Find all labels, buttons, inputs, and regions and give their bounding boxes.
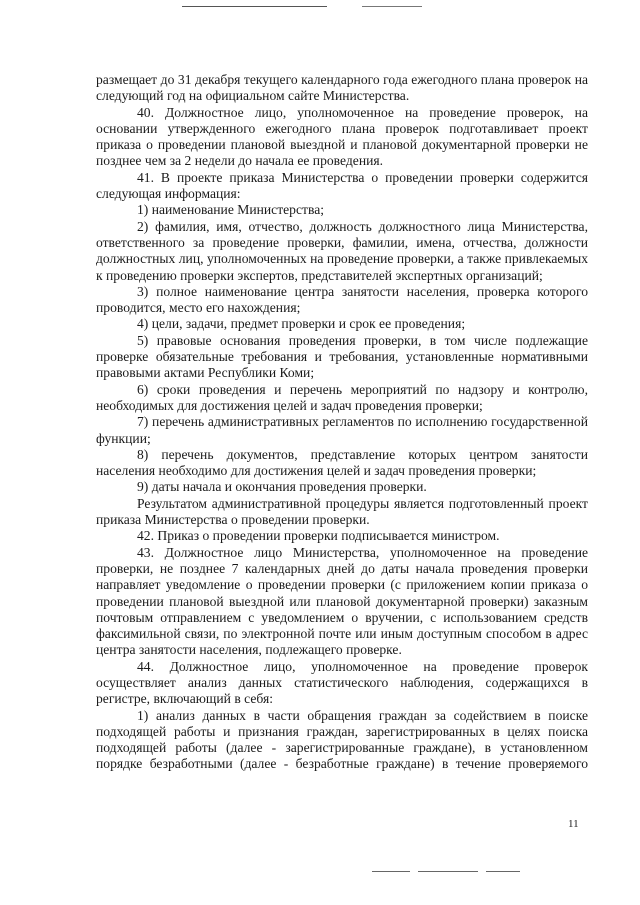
list-item-5: 5) правовые основания проведения проверки, в том числе подлежащие проверке обязательные требования и требования, установленные нормативными правовыми актами Республики Коми; [96, 332, 588, 381]
scan-artifact-bottom-1 [372, 871, 410, 872]
list-item-2: 2) фамилия, имя, отчество, должность должностного лица Министерства, ответственного за проведение проверки, фамилии, имена, отчества, должности должностных лиц, уполномоченных на проведение проверки, а также привлекаемых к проведению проверки экспертов, представителей экспертных организаций; [96, 218, 588, 283]
scan-artifact-bottom-2 [418, 871, 478, 872]
list-item-8: 8) перечень документов, представление которых центром занятости населения необходимо для достижения целей и задач проведения проверки; [96, 446, 588, 479]
paragraph-44: 44. Должностное лицо, уполномоченное на проведение проверок осуществляет анализ данных статистического наблюдения, содержащихся в регистре, включающий в себя: [96, 658, 588, 707]
list-item-3: 3) полное наименование центра занятости населения, проверка которого проводится, место его нахождения; [96, 283, 588, 316]
procedure-result: Результатом административной процедуры является подготовленный проект приказа Министерства о проведении проверки. [96, 495, 588, 528]
scan-artifact-bottom-3 [486, 871, 520, 872]
list-item-7: 7) перечень административных регламентов по исполнению государственной функции; [96, 414, 588, 446]
list-item-4: 4) цели, задачи, предмет проверки и срок ее проведения; [137, 316, 466, 332]
paragraph-40: 40. Должностное лицо, уполномоченное на проведение проверок, на основании утвержденного ежегодного плана проверок подготавливает проект приказа о проведении плановой выездной и плановой документарной проверки не позднее чем за 2 недели до начала ее проведения. [96, 104, 588, 169]
document-body [96, 72, 588, 773]
list-item-1: 1) наименование Министерства; [137, 202, 325, 218]
paragraph-44-item-1: 1) анализ данных в части обращения граждан за содействием в поиске подходящей работы и признания граждан, зарегистрированных в целях поиска подходящей работы (далее - зарегистрированные граждане), в установленном порядке безработными (далее - безработные граждане) в течение проверяемого [96, 707, 588, 772]
list-item-6: 6) сроки проведения и перечень мероприятий по надзору и контролю, необходимых для достижения целей и задач проведения проверки; [96, 381, 588, 413]
scan-artifact-top [182, 6, 327, 7]
paragraph-continuation: размещает до 31 декабря текущего календарного года ежегодного плана проверок на следующий год на официальном сайте Министерства. [96, 72, 588, 104]
paragraph-41: 41. В проекте приказа Министерства о проведении проверки содержится следующая информация: [96, 169, 588, 202]
paragraph-42: 42. Приказ о проведении проверки подписывается министром. [137, 528, 500, 544]
page-number: 11 [568, 818, 579, 830]
list-item-9: 9) даты начала и окончания проведения проверки. [137, 479, 427, 495]
paragraph-43: 43. Должностное лицо Министерства, уполномоченное на проведение проверки, не позднее 7 календарных дней до даты начала проведения проверки направляет уведомление о проведении проверки (с приложением копии приказа о проведении плановой выездной или плановой документарной проверки) заказным почтовым отправлением с уведомлением о вручении, с использованием средств факсимильной связи, по электронной почте или иным доступным способом в адрес центра занятости населения, подлежащего проверке. [96, 544, 588, 658]
scan-artifact-top-2 [362, 6, 422, 7]
